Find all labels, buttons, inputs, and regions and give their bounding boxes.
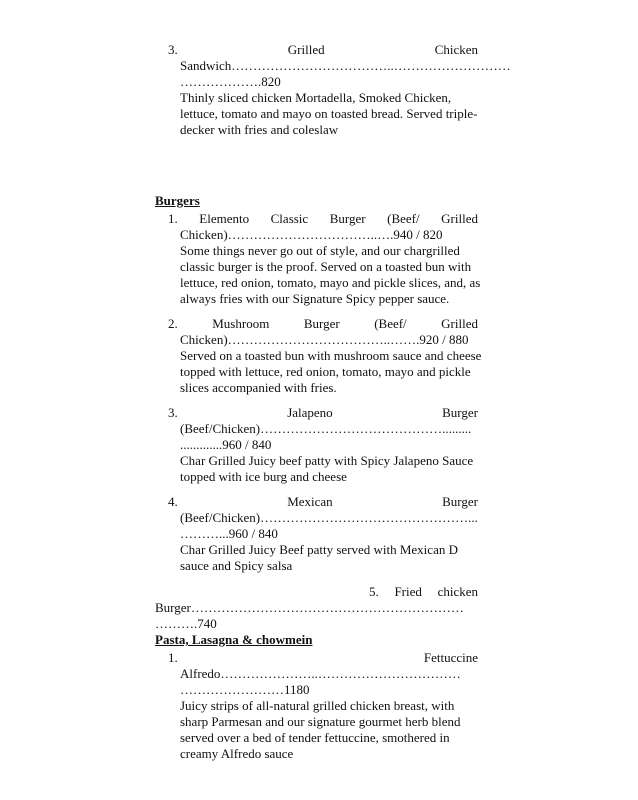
item-description-line: classic burger is the proof. Served on a toasted bun with [180, 259, 472, 274]
menu-item-title [168, 494, 478, 510]
item-description-line: lettuce, tomato and mayo on toasted bread. Served triple- [180, 106, 478, 121]
item-description-line: lettuce, red onion, tomato, mayo and pickle slices, and, as [180, 275, 481, 290]
item-title-word: Grilled [287, 42, 325, 57]
item-price-line: Chicken)………………………………..…….920 / 880 [180, 332, 469, 347]
item-title-continued: Alfredo…………………..…………………………… [180, 666, 461, 681]
item-description-line: Char Grilled Juicy beef patty with Spicy Jalapeno Sauce [180, 453, 474, 468]
menu-item-title [168, 650, 478, 666]
item-number: 5. [369, 584, 379, 599]
item-title-word: Fried [394, 584, 422, 599]
item-title-word: Grilled [441, 211, 478, 226]
item-title-word: Burger [303, 316, 340, 331]
item-description-line: served over a bed of tender fettuccine, smothered in [180, 730, 450, 745]
menu-item-title [168, 405, 478, 421]
menu-item-title [369, 584, 478, 600]
item-description-line: sharp Parmesan and our signature gourmet herb blend [180, 714, 461, 729]
item-price-line: ……………………1180 [180, 682, 310, 697]
item-price-line: Chicken)……………………………..….940 / 820 [180, 227, 443, 242]
item-title-word: Chicken [434, 42, 478, 57]
item-title-continued: Sandwich………………………………..……………………… [180, 58, 511, 73]
item-title-word: Burger [442, 494, 478, 509]
item-number: 4. [168, 494, 178, 509]
item-description-line: Char Grilled Juicy Beef patty served with Mexican D [180, 542, 458, 557]
item-description-line: Juicy strips of all-natural grilled chicken breast, with [180, 698, 455, 713]
item-price-line: ……………….820 [180, 74, 281, 89]
item-description-line: slices accompanied with fries. [180, 380, 337, 395]
item-description-line: topped with ice burg and cheese [180, 469, 347, 484]
item-title-continued: Burger……………………………………………………… [155, 600, 464, 615]
item-title-word: Fettuccine [423, 650, 478, 665]
item-title-word: (Beef/ [387, 211, 420, 226]
item-title-continued: (Beef/Chicken)…………………………………………... [180, 510, 478, 525]
item-description-line: Thinly sliced chicken Mortadella, Smoked Chicken, [180, 90, 452, 105]
item-description-line: Some things never go out of style, and our chargrilled [180, 243, 460, 258]
item-title-word: Grilled [441, 316, 478, 331]
item-title-word: Mushroom [212, 316, 270, 331]
item-title-word: Mexican [287, 494, 333, 509]
menu-item-title [168, 42, 478, 58]
menu-item-title [168, 316, 478, 332]
item-title-continued: (Beef/Chicken)……………………………………......... [180, 421, 472, 436]
item-description-line: always fries with our Signature Spicy pepper sauce. [180, 291, 450, 306]
item-title-word: (Beef/ [374, 316, 407, 331]
item-title-word: Classic [270, 211, 309, 226]
item-number: 3. [168, 42, 178, 57]
item-description-line: sauce and Spicy salsa [180, 558, 293, 573]
item-price-line: ……….740 [155, 616, 217, 631]
item-number: 1. [168, 211, 178, 226]
item-number: 3. [168, 405, 178, 420]
item-title-word: chicken [437, 584, 478, 599]
item-title-word: Elemento [199, 211, 250, 226]
item-description-line: decker with fries and coleslaw [180, 122, 339, 137]
item-number: 2. [168, 316, 178, 331]
menu-item-title [168, 211, 478, 227]
item-price-line: ………...960 / 840 [180, 526, 278, 541]
item-description-line: Served on a toasted bun with mushroom sauce and cheese [180, 348, 482, 363]
section-heading-pasta: Pasta, Lasagna & chowmein [155, 632, 313, 647]
item-title-word: Burger [329, 211, 366, 226]
item-number: 1. [168, 650, 178, 665]
section-heading-burgers: Burgers [155, 193, 200, 208]
item-description-line: creamy Alfredo sauce [180, 746, 294, 761]
item-title-word: Jalapeno [287, 405, 333, 420]
item-title-word: Burger [442, 405, 478, 420]
item-description-line: topped with lettuce, red onion, tomato, mayo and pickle [180, 364, 471, 379]
item-price-line: .............960 / 840 [180, 437, 272, 452]
